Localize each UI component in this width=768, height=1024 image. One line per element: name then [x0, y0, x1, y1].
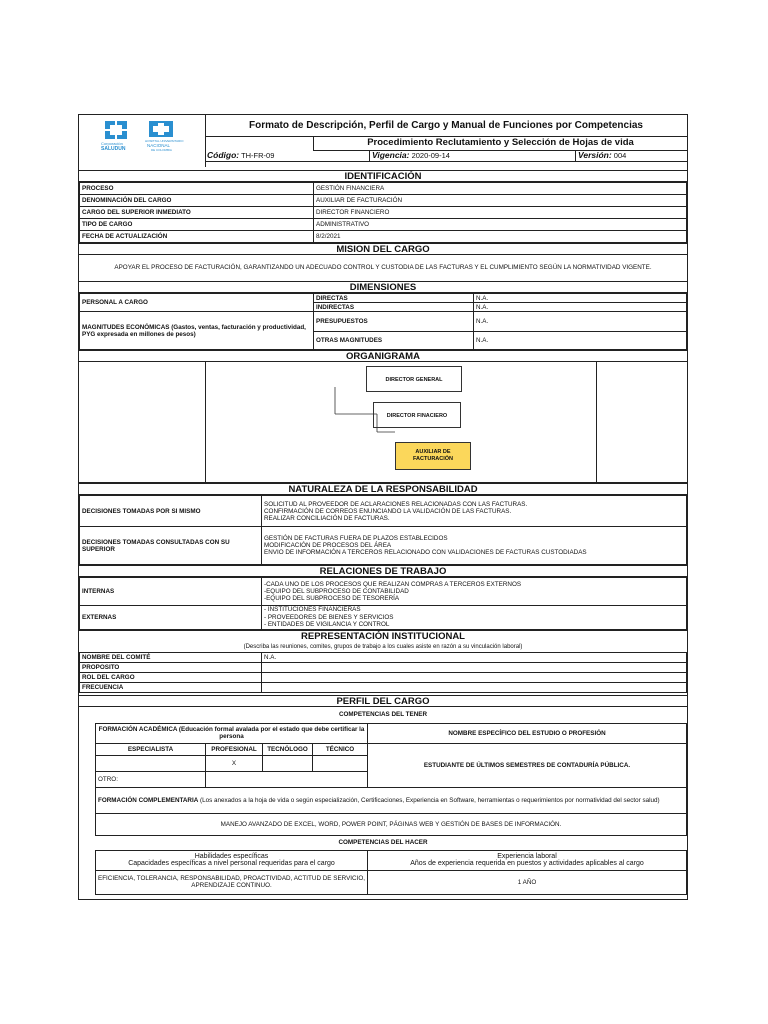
- version-label: Versión:: [578, 150, 612, 160]
- identificacion-table: [79, 182, 687, 243]
- frecuencia-label: FRECUENCIA: [80, 682, 262, 692]
- naturaleza-title: NATURALEZA DE LA RESPONSABILIDAD: [79, 483, 687, 495]
- internas-text: -CADA UNO DE LOS PROCESOS QUE REALIZAN COMPRAS A TERCEROS EXTERNOS -EQUIPO DEL SUBPROCESO DE CONTABILIDAD -EQUIPO DEL SUBPROCESO DE TESORERÍA: [262, 578, 687, 606]
- superior-value: DIRECTOR FINANCIERO: [314, 207, 687, 219]
- marca-tecnico: [313, 755, 368, 771]
- logo1-line1: Corporación: [101, 141, 123, 146]
- competencias-hacer-title: COMPETENCIAS DEL HACER: [338, 838, 428, 846]
- externas-label: EXTERNAS: [80, 606, 262, 630]
- marca-profesional: X: [206, 755, 263, 771]
- codigo-cell: [205, 150, 371, 161]
- complementaria-value: MANEJO AVANZADO DE EXCEL, WORD, POWER POINT, PÁGINAS WEB Y GESTIÓN DE BASES DE INFORMACIÓN.: [96, 813, 687, 835]
- habilidades-header: [96, 850, 368, 870]
- decisiones-consultadas-label: DECISIONES TOMADAS CONSULTADAS CON SU SUPERIOR: [80, 527, 262, 565]
- magnitudes-label: MAGNITUDES ECONÓMICAS (Gastos, ventas, facturación y productividad, PYG expresada en millones de pesos): [80, 312, 314, 350]
- table-row: [80, 527, 687, 565]
- version-cell: [575, 150, 688, 161]
- indirectas-label: INDIRECTAS: [314, 303, 474, 312]
- presupuestos-label: PRESUPUESTOS: [314, 312, 474, 332]
- formacion-academica-label: FORMACIÓN ACADÉMICA (Educación formal avalada por el estado que debe certificar la persona: [96, 723, 368, 743]
- organigrama-chart: [79, 362, 687, 483]
- proceso-value: GESTIÓN FINANCIERA: [314, 183, 687, 195]
- marca-especialista: [96, 755, 206, 771]
- table-row: [80, 231, 687, 243]
- habilidades-label: Habilidades específicas: [194, 853, 269, 860]
- superior-label: CARGO DEL SUPERIOR INMEDIATO: [80, 207, 314, 219]
- table-row: [80, 672, 687, 682]
- presupuestos-value: N.A.: [474, 312, 687, 332]
- rol-value: [262, 672, 687, 682]
- proposito-value: [262, 662, 687, 672]
- formacion-table: [95, 723, 687, 836]
- denominacion-label: DENOMINACIÓN DEL CARGO: [80, 195, 314, 207]
- org-box-auxiliar-facturacion: AUXILIAR DE FACTURACIÓN: [395, 442, 471, 470]
- identificacion-title: IDENTIFICACIÓN: [79, 170, 687, 182]
- hacer-body: [95, 850, 687, 895]
- competencias-tener-title: COMPETENCIAS DEL TENER: [338, 710, 428, 718]
- logo1-line2: SALUDUN: [101, 146, 126, 152]
- table-row: [80, 496, 687, 527]
- experiencia-sub: Años de experiencia requerida en puestos y actividades aplicables al cargo: [410, 860, 644, 867]
- nivel-especialista: ESPECIALISTA: [96, 743, 206, 755]
- table-row: [80, 606, 687, 630]
- representacion-title: REPRESENTACIÓN INSTITUCIONAL: [79, 630, 687, 642]
- tipo-value: ADMINISTRATIVO: [314, 219, 687, 231]
- table-row: [80, 662, 687, 672]
- saludun-logo: [79, 115, 205, 167]
- nombre-especifico-label: NOMBRE ESPECÍFICO DEL ESTUDIO O PROFESIÓN: [368, 723, 687, 743]
- formacion-complementaria: [96, 787, 687, 813]
- organigrama-title: ORGANIGRAMA: [79, 350, 687, 362]
- logos: [79, 115, 206, 167]
- externas-text: - INSTITUCIONES FINANCIERAS - PROVEEDORES DE BIENES Y SERVICIOS - ENTIDADES DE VIGILANCIA Y CONTROL: [262, 606, 687, 630]
- codigo-label: Código:: [207, 150, 240, 160]
- denominacion-value: AUXILIAR DE FACTURACIÓN: [314, 195, 687, 207]
- form-title: Formato de Descripción, Perfil de Cargo y Manual de Funciones por Competencias: [205, 115, 687, 137]
- version-value: 004: [613, 151, 627, 160]
- marca-tecnologo: [263, 755, 313, 771]
- table-row: [96, 870, 687, 894]
- experiencia-value: 1 AÑO: [368, 870, 687, 894]
- table-row: [96, 813, 687, 835]
- decisiones-consultadas-text: GESTIÓN DE FACTURAS FUERA DE PLAZOS ESTABLECIDOS MODIFICACIÓN DE PROCESOS DEL ÁREA ENVIO DE INFORMACIÓN A TERCEROS RELACIONADO CON VALIDACIONES DE FACTURAS CUSTODIADAS: [262, 527, 687, 565]
- complementaria-label: FORMACIÓN COMPLEMENTARIA: [98, 796, 199, 804]
- job-profile-form: [78, 114, 688, 900]
- directas-label: DIRECTAS: [314, 294, 474, 303]
- decisiones-propias-text: SOLICITUD AL PROVEEDOR DE ACLARACIONES RELACIONADAS CON LAS FACTURAS. CONFIRMACIÓN DE CORREOS ENUNCIANDO LA VALIDACIÓN DE LAS FACTURAS. REALIZAR CONCILIACIÓN DE FACTURAS.: [262, 496, 687, 527]
- naturaleza-table: [79, 495, 687, 565]
- table-row: [80, 652, 687, 662]
- table-row: [80, 294, 687, 303]
- form-subtitle: Procedimiento Reclutamiento y Selección de Hojas de vida: [313, 136, 687, 151]
- representacion-table: [79, 652, 687, 693]
- rol-label: ROL DEL CARGO: [80, 672, 262, 682]
- table-row: [96, 743, 687, 755]
- table-row: [80, 195, 687, 207]
- hospital-logo: [145, 121, 184, 152]
- estudio-value: ESTUDIANTE DE ÚLTIMOS SEMESTRES DE CONTADURÍA PÚBLICA.: [368, 743, 687, 787]
- fecha-label: FECHA DE ACTUALIZACIÓN: [80, 231, 314, 243]
- dimensiones-title: DIMENSIONES: [79, 281, 687, 293]
- dimensiones-table: [79, 293, 687, 350]
- otro-value: [206, 771, 368, 787]
- vigencia-cell: [369, 150, 572, 161]
- otras-value: N.A.: [474, 332, 687, 350]
- table-row: [96, 723, 687, 743]
- vigencia-value: 2020-09-14: [411, 151, 450, 160]
- habilidades-sub: Capacidades específicas a nivel personal requeridas para el cargo: [128, 860, 335, 867]
- indirectas-value: N.A.: [474, 303, 687, 312]
- directas-value: N.A.: [474, 294, 687, 303]
- perfil-body: [95, 723, 687, 836]
- nivel-profesional: PROFESIONAL: [206, 743, 263, 755]
- comite-value: N.A.: [262, 652, 687, 662]
- representacion-subtitle: (Describa las reuniones, comites, grupos de trabajo a los cuales asiste en razón a su vinculación laboral): [243, 643, 523, 650]
- perfil-title: PERFIL DEL CARGO: [79, 695, 687, 707]
- table-row: [80, 183, 687, 195]
- nivel-tecnico: TÉCNICO: [313, 743, 368, 755]
- table-row: [80, 219, 687, 231]
- logo2-line1: HOSPITAL UNIVERSITARIO: [145, 139, 184, 143]
- table-row: [80, 682, 687, 692]
- mision-title: MISION DEL CARGO: [79, 243, 687, 255]
- internas-label: INTERNAS: [80, 578, 262, 606]
- habilidades-value: EFICIENCIA, TOLERANCIA, RESPONSABILIDAD, PROACTIVIDAD, ACTITUD DE SERVICIO, APRENDIZAJE CONTINUO.: [96, 870, 368, 894]
- table-row: [96, 787, 687, 813]
- complementaria-text: (Los anexados a la hoja de vida o según especialización, Certificaciones, Experiencia en Software, herramientas o requerimientos por normatividad del sector salud): [200, 796, 660, 804]
- otras-label: OTRAS MAGNITUDES: [314, 332, 474, 350]
- vigencia-label: Vigencia:: [372, 150, 410, 160]
- decisiones-propias-label: DECISIONES TOMADAS POR SI MISMO: [80, 496, 262, 527]
- logo2-line2: NACIONAL: [147, 143, 171, 148]
- mision-text: APOYAR EL PROCESO DE FACTURACIÓN, GARANTIZANDO UN ADECUADO CONTROL Y CUSTODIA DE LAS FACTURAS Y EL CUMPLIMIENTO SEGÚN LA NORMATIVIDAD VIGENTE.: [114, 264, 652, 271]
- codigo-value: TH-FR-09: [241, 151, 275, 160]
- form-header: [79, 115, 687, 167]
- logo2-line3: DE COLOMBIA: [151, 148, 172, 152]
- table-row: [96, 850, 687, 870]
- proceso-label: PROCESO: [80, 183, 314, 195]
- table-row: [80, 207, 687, 219]
- fecha-value: 8/2/2021: [314, 231, 687, 243]
- org-box-director-financiero: DIRECTOR FINACIERO: [373, 402, 461, 428]
- frecuencia-value: [262, 682, 687, 692]
- personal-label: PERSONAL A CARGO: [80, 294, 314, 312]
- experiencia-label: Experiencia laboral: [497, 853, 557, 860]
- experiencia-header: [368, 850, 687, 870]
- org-box-director-general: DIRECTOR GENERAL: [366, 366, 462, 392]
- otro-label: OTRO:: [96, 771, 206, 787]
- comite-label: NOMBRE DEL COMITÉ: [80, 652, 262, 662]
- table-row: [80, 312, 687, 332]
- relaciones-table: [79, 577, 687, 630]
- proposito-label: PROPOSITO: [80, 662, 262, 672]
- hacer-table: [95, 850, 687, 895]
- document-codes: [205, 150, 687, 162]
- tipo-label: TIPO DE CARGO: [80, 219, 314, 231]
- relaciones-title: RELACIONES DE TRABAJO: [79, 565, 687, 577]
- nivel-tecnologo: TECNÓLOGO: [263, 743, 313, 755]
- table-row: [80, 578, 687, 606]
